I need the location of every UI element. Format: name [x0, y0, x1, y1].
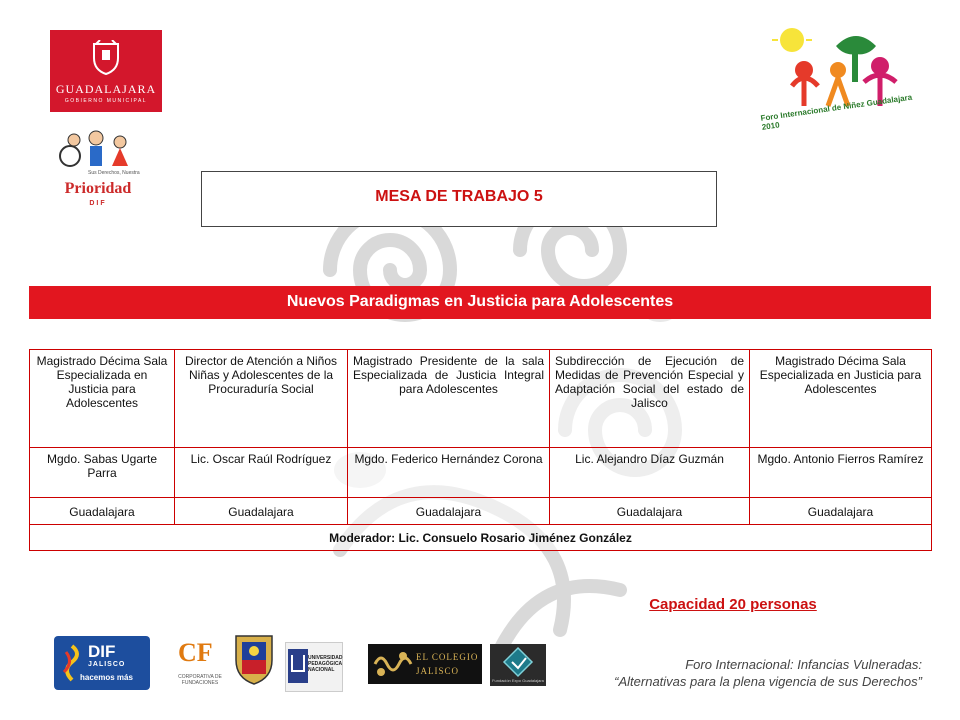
city-cell: Guadalajara	[550, 498, 750, 525]
city-cell: Guadalajara	[175, 498, 348, 525]
table-row-names	[30, 448, 932, 498]
corporativa-text: CORPORATIVA DE FUNDACIONES	[178, 674, 222, 686]
colegio-line2: JALISCO	[416, 666, 460, 676]
city-cell: Guadalajara	[30, 498, 175, 525]
dif-prioridad-small-text: Sus Derechos, Nuestra	[88, 170, 140, 176]
role-cell: Magistrado Presidente de la sala Especializada de Justicia Integral para Adolescentes	[348, 350, 550, 448]
table-row-roles	[30, 350, 932, 448]
upn-mark-icon	[288, 649, 308, 683]
dif-jalisco-slogan: hacemos más	[80, 673, 133, 682]
cf-mark-icon: CF	[178, 638, 213, 667]
upn-logo	[285, 642, 343, 692]
dif-jalisco-state: JALISCO	[88, 661, 126, 668]
name-cell: Mgdo. Sabas Ugarte Parra	[30, 448, 175, 498]
footer-line2: “Alternativas para la plena vigencia de sus Derechos”	[614, 674, 922, 689]
topic-banner	[29, 286, 931, 319]
capacity-text: Capacidad 20 personas	[649, 596, 817, 613]
role-cell: Magistrado Décima Sala Especializada en Justicia para Adolescentes	[30, 350, 175, 448]
footer-line1: Foro Internacional: Infancias Vulneradas:	[685, 657, 922, 672]
colegio-jalisco-logo	[368, 644, 482, 684]
guadalajara-logo	[50, 30, 162, 112]
topic-title: Nuevos Paradigmas en Justicia para Adolescentes	[286, 293, 674, 310]
name-cell: Mgdo. Federico Hernández Corona	[348, 448, 550, 498]
role-cell: Subdirección de Ejecución de Medidas de Prevención Especial y Adaptación Social del estado de Jalisco	[550, 350, 750, 448]
name-cell: Mgdo. Antonio Fierros Ramírez	[750, 448, 932, 498]
jalisco-shield-icon	[233, 630, 275, 686]
crest-icon	[90, 40, 122, 76]
fundacion-text: Fundación Expo Guadalajara	[492, 678, 544, 683]
dif-prioridad-dif: DIF	[89, 200, 107, 207]
role-cell: Director de Atención a Niños Niñas y Adolescentes de la Procuraduría Social	[175, 350, 348, 448]
city-cell: Guadalajara	[348, 498, 550, 525]
foro-logo	[752, 26, 922, 138]
footer-caption	[560, 656, 922, 690]
guadalajara-logo-subtitle: GOBIERNO MUNICIPAL	[64, 98, 148, 104]
table-row-moderator	[30, 525, 932, 551]
fundacion-diamond-icon	[490, 644, 546, 678]
role-cell: Magistrado Décima Sala Especializada en Justicia para Adolescentes	[750, 350, 932, 448]
mesa-title-box	[201, 171, 717, 227]
colegio-line1: EL COLEGIO	[416, 652, 479, 662]
guadalajara-logo-name: GUADALAJARA	[55, 82, 157, 96]
dif-prioridad-word: Prioridad	[64, 180, 132, 197]
dif-prioridad-logo	[52, 130, 144, 212]
dif-jalisco-logo	[54, 636, 150, 690]
upn-text: UNIVERSIDAD PEDAGÓGICA NACIONAL	[308, 655, 343, 673]
foro-logo-text: Foro Internacional de Niñez Guadalajara 2010	[760, 92, 913, 132]
city-cell: Guadalajara	[750, 498, 932, 525]
corporativa-fundaciones-logo	[170, 634, 220, 690]
name-cell: Lic. Alejandro Díaz Guzmán	[550, 448, 750, 498]
colegio-art-icon	[371, 648, 413, 680]
name-cell: Lic. Oscar Raúl Rodríguez	[175, 448, 348, 498]
table-row-cities	[30, 498, 932, 525]
mesa-title: MESA DE TRABAJO 5	[375, 188, 543, 205]
fundacion-expo-logo	[490, 644, 546, 686]
panel-table	[29, 349, 932, 551]
moderator-cell: Moderador: Lic. Consuelo Rosario Jiménez González	[30, 525, 932, 551]
dif-jalisco-name: DIF	[88, 642, 116, 661]
